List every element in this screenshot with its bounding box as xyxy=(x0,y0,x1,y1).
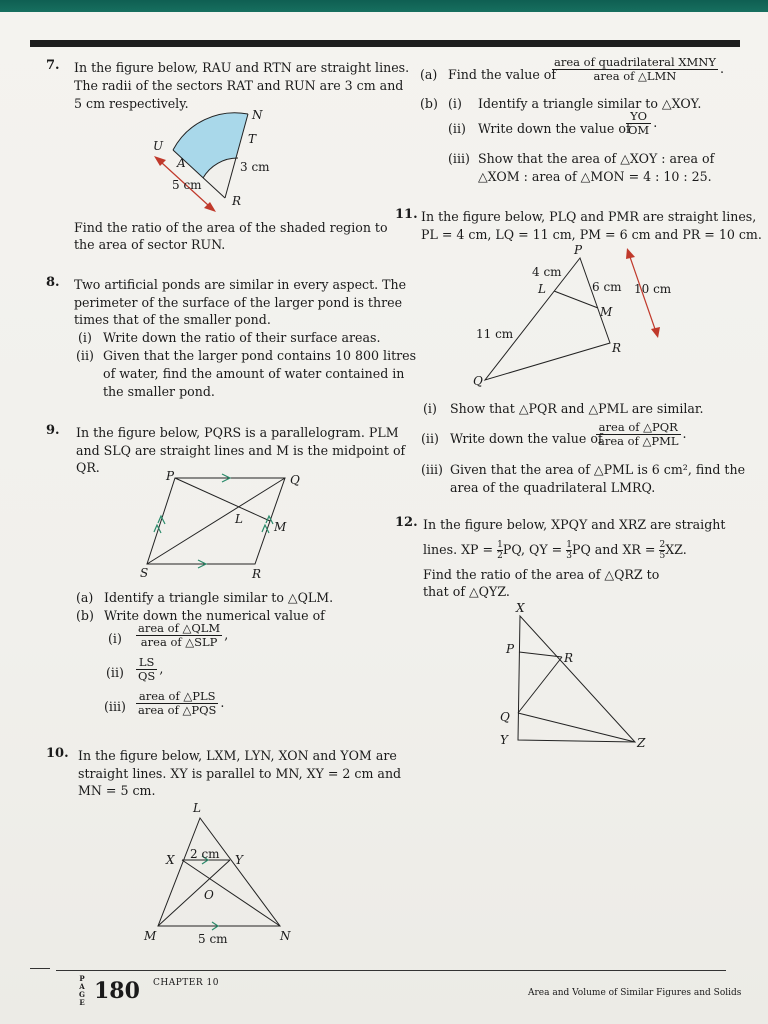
q10-label-O: O xyxy=(204,888,214,902)
q9-iii-fraction: $\frac{\text{area of △PLS}}{\text{area of △PQS}}$ . xyxy=(138,689,225,717)
q9-iii-denominator: area of △PQS xyxy=(138,703,217,717)
q10-label-X: X xyxy=(166,853,175,867)
page-letters xyxy=(78,975,86,1007)
q10-triangle-figure xyxy=(140,798,300,948)
q9-i-label: (i) xyxy=(108,631,122,646)
footer-rule-left xyxy=(30,968,50,969)
q12-line2 xyxy=(423,540,687,561)
page-letter-g: G xyxy=(79,990,85,999)
q7-ask-line2: the area of sector RUN. xyxy=(74,237,226,252)
q12-f1-num: 1 xyxy=(497,540,503,550)
q11-label-M: M xyxy=(600,305,613,319)
page-letter-a: A xyxy=(79,982,85,991)
q10-label-N: N xyxy=(280,929,291,943)
q12-line2-a: lines. XP = xyxy=(423,542,494,557)
q9-parallelogram-figure xyxy=(140,468,320,583)
q8-ii-text2: of water, find the amount of water contained in xyxy=(103,366,405,381)
q9-b-label: (b) xyxy=(76,608,94,623)
q10-bii-denominator: OM xyxy=(628,123,650,137)
page-number: 180 xyxy=(94,978,140,1004)
q7-label-T: T xyxy=(248,132,257,146)
q11-length-pm: 6 cm xyxy=(592,280,622,294)
q9-label-Q: Q xyxy=(290,473,300,487)
q11-ii-denominator: area of △PML xyxy=(598,434,679,448)
q11-length-pl: 4 cm xyxy=(532,265,562,279)
q9-line2: and SLQ are straight lines and M is the midpoint of xyxy=(76,443,406,458)
q11-ii-numerator: area of △PQR xyxy=(596,421,681,435)
q10-length-xy: 2 cm xyxy=(190,847,220,861)
q9-iii-numerator: area of △PLS xyxy=(136,690,218,704)
q8-ii-text1: Given that the larger pond contains 10 800 litres xyxy=(103,348,417,363)
q11-label-L: L xyxy=(538,282,546,296)
q9-label-M: M xyxy=(274,520,287,534)
q11-number: 11. xyxy=(395,207,418,222)
q7-ask-line1: Find the ratio of the area of the shaded region to xyxy=(74,220,388,235)
q11-i-label: (i) xyxy=(423,401,437,416)
q11-iii-text2: area of the quadrilateral LMRQ. xyxy=(450,480,656,495)
top-rule xyxy=(30,40,740,47)
q12-line2-b: PQ, QY = xyxy=(502,542,563,557)
q10-a-fraction: $\frac{\text{area of quadrilateral XMNY}}{\text{area of △LMN}}$ . xyxy=(554,55,724,83)
page-letter-p: P xyxy=(79,974,85,983)
q11-label-R: R xyxy=(612,341,622,355)
q10-label-Y: Y xyxy=(235,853,243,867)
q9-i-fraction: $\frac{\text{area of △QLM}}{\text{area of △SLP}}$ , xyxy=(138,621,229,649)
q10-biii-label: (iii) xyxy=(448,151,470,166)
q7-sector-figure xyxy=(140,105,290,215)
q10-bi-text: Identify a triangle similar to △XOY. xyxy=(478,96,702,111)
q10-biii-text1: Show that the area of △XOY : area of xyxy=(478,151,715,166)
q8-line2: perimeter of the surface of the larger pond is three xyxy=(74,295,403,310)
q10-bii-pre: Write down the value of xyxy=(478,121,631,136)
q11-line1: In the figure below, PLQ and PMR are straight lines, xyxy=(421,209,757,224)
q11-ii-pre: Write down the value of xyxy=(450,431,603,446)
q9-line1: In the figure below, PQRS is a parallelogram. PLM xyxy=(76,425,399,440)
q8-ii-text3: the smaller pond. xyxy=(103,384,215,399)
q11-label-Q: Q xyxy=(473,374,483,388)
q11-iii-text1: Given that the area of △PML is 6 cm², find the xyxy=(450,462,746,477)
q9-iii-label: (iii) xyxy=(104,699,126,714)
q7-label-A: A xyxy=(177,156,186,170)
q12-f3-den: 5 xyxy=(659,551,666,561)
q10-bii-numerator: YO xyxy=(626,110,651,124)
q11-ii-fraction: $\frac{\text{area of △PQR}}{\text{area of △PML}}$ . xyxy=(598,420,687,448)
q10-bii-fraction: $\frac{YO}{OM}$ . xyxy=(628,109,658,137)
q9-label-S: S xyxy=(140,566,149,580)
q9-ii-numerator: LS xyxy=(136,656,157,670)
book-title: Area and Volume of Similar Figures and Solids xyxy=(528,988,742,998)
q9-i-denominator: area of △SLP xyxy=(140,635,218,649)
q11-iii-label: (iii) xyxy=(421,462,443,477)
q9-a-text: Identify a triangle similar to △QLM. xyxy=(104,590,334,605)
q7-line1: In the figure below, RAU and RTN are straight lines. xyxy=(74,60,410,75)
q9-line3: QR. xyxy=(76,460,100,475)
q7-radius-small: 3 cm xyxy=(240,160,270,174)
q12-label-R: R xyxy=(564,651,574,665)
q10-line1: In the figure below, LXM, LYN, XON and YOM are xyxy=(78,748,397,763)
q8-i-text: Write down the ratio of their surface areas. xyxy=(103,330,381,345)
chapter-label: CHAPTER 10 xyxy=(153,978,219,988)
q9-ii-label: (ii) xyxy=(106,665,124,680)
q12-triangle-figure xyxy=(490,600,660,755)
q11-i-text: Show that △PQR and △PML are similar. xyxy=(450,401,704,416)
q8-line3: times that of the smaller pond. xyxy=(74,312,271,327)
q9-ii-denominator: QS xyxy=(138,669,156,683)
q12-label-P: P xyxy=(506,642,515,656)
q7-label-U: U xyxy=(153,139,164,153)
q11-line2: PL = 4 cm, LQ = 11 cm, PM = 6 cm and PR = 10 cm. xyxy=(421,227,762,242)
q7-number: 7. xyxy=(46,58,60,73)
q9-label-R: R xyxy=(252,567,262,581)
q10-number: 10. xyxy=(46,746,69,761)
q12-label-Y: Y xyxy=(500,733,508,747)
q12-line2-c: PQ and XR = xyxy=(571,542,656,557)
q9-a-label: (a) xyxy=(76,590,94,605)
q11-ii-label: (ii) xyxy=(421,431,439,446)
q8-i-label: (i) xyxy=(78,330,92,345)
q12-f1-den: 2 xyxy=(497,551,503,561)
q9-label-P: P xyxy=(166,469,175,483)
q11-label-P: P xyxy=(574,243,583,257)
q12-line1: In the figure below, XPQY and XRZ are straight xyxy=(423,517,726,532)
q10-bi-label: (i) xyxy=(448,96,462,111)
q9-number: 9. xyxy=(46,423,60,438)
q7-line2: The radii of the sectors RAT and RUN are 3 cm and xyxy=(74,78,404,93)
q12-line4: that of △QYZ. xyxy=(423,584,510,599)
q11-triangle-figure xyxy=(470,240,680,395)
q9-label-L: L xyxy=(235,512,243,526)
q8-line1: Two artificial ponds are similar in every aspect. The xyxy=(74,277,407,292)
q10-length-mn: 5 cm xyxy=(198,932,228,946)
q12-f2-den: 3 xyxy=(566,551,572,561)
q10-a-numerator: area of quadrilateral XMNY xyxy=(554,55,716,69)
q10-b-label: (b) xyxy=(420,96,438,111)
q8-ii-label: (ii) xyxy=(76,348,94,363)
q12-label-Z: Z xyxy=(637,736,646,750)
q7-radius-large: 5 cm xyxy=(172,178,202,192)
q12-f3-num: 2 xyxy=(659,540,666,550)
q9-i-numerator: area of △QLM xyxy=(138,621,221,635)
q12-line3: Find the ratio of the area of △QRZ to xyxy=(423,567,660,582)
q10-a-label: (a) xyxy=(420,67,438,82)
footer-rule xyxy=(56,970,726,971)
q7-line3: 5 cm respectively. xyxy=(74,96,189,111)
q12-label-Q: Q xyxy=(500,710,510,724)
q11-length-pr: 10 cm xyxy=(634,282,672,296)
q12-label-X: X xyxy=(516,601,525,615)
page-letter-e: E xyxy=(79,998,85,1007)
q9-b-text: Write down the numerical value of xyxy=(104,608,325,623)
q7-label-R: R xyxy=(232,194,242,208)
q10-label-L: L xyxy=(193,801,201,815)
q10-line3: MN = 5 cm. xyxy=(78,783,156,798)
q10-bii-label: (ii) xyxy=(448,121,466,136)
q11-length-lq: 11 cm xyxy=(476,327,514,341)
q8-number: 8. xyxy=(46,275,60,290)
q10-biii-text2: △XOM : area of △MON = 4 : 10 : 25. xyxy=(478,169,712,184)
q10-label-M: M xyxy=(144,929,157,943)
q10-line2: straight lines. XY is parallel to MN, XY = 2 cm and xyxy=(78,766,402,781)
q12-f2-num: 1 xyxy=(566,540,572,550)
q12-line2-d: XZ. xyxy=(665,542,687,557)
q10-a-denominator: area of △LMN xyxy=(593,69,677,83)
q12-number: 12. xyxy=(395,515,418,530)
q10-a-pre: Find the value of xyxy=(448,67,557,82)
q7-label-N: N xyxy=(252,108,263,122)
q9-ii-fraction: $\frac{LS}{QS}$ , xyxy=(138,655,164,683)
